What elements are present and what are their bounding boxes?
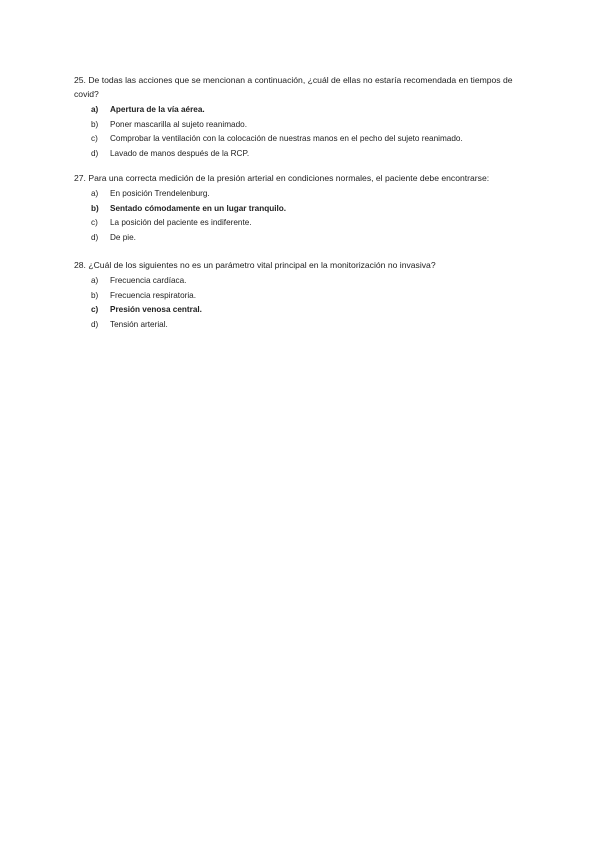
option-list: [74, 103, 534, 161]
option-a: [91, 103, 534, 118]
option-text: De pie.: [110, 232, 136, 242]
question-25: [74, 73, 534, 161]
question-text: 28. ¿Cuál de los siguientes no es un parámetro vital principal en la monitorización no invasiva?: [74, 260, 436, 270]
option-text: Tensión arterial.: [110, 319, 168, 329]
option-d: [91, 147, 534, 162]
option-letter: a): [91, 276, 99, 285]
option-letter: a): [91, 189, 99, 198]
option-c: [91, 216, 534, 231]
option-list: [74, 187, 534, 245]
question-text: 27. Para una correcta medición de la presión arterial en condiciones normales, el paciente debe encontrarse:: [74, 173, 490, 183]
option-text: Frecuencia cardíaca.: [110, 276, 187, 285]
option-a: [91, 187, 534, 202]
option-letter: b): [91, 203, 99, 213]
question-text: 25. De todas las acciones que se mencionan a continuación, ¿cuál de ellas no estaría recomendada en tiempos de covid?: [74, 75, 513, 99]
option-text: Lavado de manos después de la RCP.: [110, 148, 250, 158]
option-c: [91, 132, 534, 147]
option-text: Poner mascarilla al sujeto reanimado.: [110, 119, 247, 129]
option-b: [91, 289, 534, 304]
option-d: [91, 318, 534, 333]
option-letter: a): [91, 105, 99, 114]
option-letter: b): [91, 119, 99, 129]
option-text: En posición Trendelenburg.: [110, 189, 210, 198]
option-b: [91, 202, 534, 217]
option-text: Comprobar la ventilación con la colocación de nuestras manos en el pecho del sujeto reanimado.: [110, 134, 463, 144]
option-text: La posición del paciente es indiferente.: [110, 218, 252, 228]
option-letter: c): [91, 134, 98, 144]
option-letter: c): [91, 218, 98, 228]
option-text: Apertura de la vía aérea.: [110, 105, 205, 114]
option-letter: d): [91, 148, 99, 158]
option-text: Presión venosa central.: [110, 305, 202, 315]
option-c: [91, 303, 534, 318]
question-28: [74, 258, 534, 332]
option-letter: d): [91, 319, 99, 329]
option-list: [74, 274, 534, 332]
question-27: [74, 171, 534, 245]
option-a: [91, 274, 534, 289]
option-letter: b): [91, 290, 99, 300]
option-d: [91, 231, 534, 246]
option-letter: c): [91, 305, 99, 315]
option-letter: d): [91, 232, 99, 242]
option-b: [91, 118, 534, 133]
option-text: Frecuencia respiratoria.: [110, 290, 197, 300]
option-text: Sentado cómodamente en un lugar tranquilo.: [110, 203, 287, 213]
